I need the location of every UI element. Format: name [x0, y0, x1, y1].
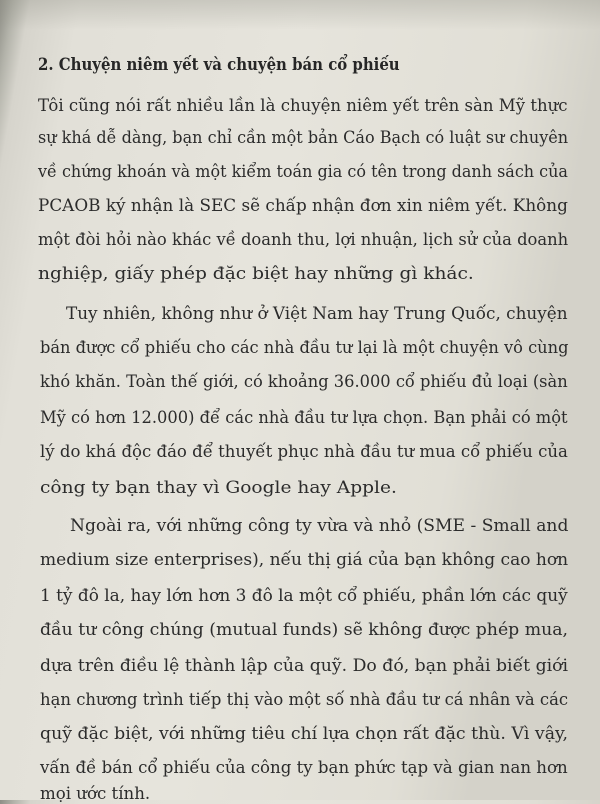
paragraph-1-line-6: nghiệp, giấy phép đặc biệt hay những gì khác.	[38, 264, 474, 283]
paragraph-2-line-2: bán được cổ phiếu cho các nhà đầu tư lại là một chuyện vô cùng	[40, 338, 569, 357]
paragraph-2-line-4: Mỹ có hơn 12.000) để các nhà đầu tư lựa chọn. Bạn phải có một	[40, 408, 568, 427]
page-shadow	[0, 0, 600, 30]
paragraph-3-line-8: vấn đề bán cổ phiếu của công ty bạn phức tạp và gian nan hơn	[40, 758, 568, 777]
paragraph-2-line-1: Tuy nhiên, không như ở Việt Nam hay Trung Quốc, chuyện	[66, 304, 568, 323]
paragraph-2-line-3: khó khăn. Toàn thế giới, có khoảng 36.000 cổ phiếu đủ loại (sàn	[40, 372, 568, 391]
paragraph-2-line-5: lý do khá độc đáo để thuyết phục nhà đầu tư mua cổ phiếu của	[40, 442, 568, 461]
paragraph-1-line-1: Tôi cũng nói rất nhiều lần là chuyện niêm yết trên sàn Mỹ thực	[38, 96, 568, 115]
paragraph-2-line-6: công ty bạn thay vì Google hay Apple.	[40, 478, 397, 497]
paragraph-3-line-2: medium size enterprises), nếu thị giá của bạn không cao hơn	[40, 550, 569, 569]
paragraph-3-line-4: đầu tư công chúng (mutual funds) sẽ không được phép mua,	[40, 620, 569, 639]
paragraph-3-line-3: 1 tỷ đô la, hay lớn hơn 3 đô la một cổ phiếu, phần lớn các quỹ	[40, 586, 568, 605]
paragraph-1-line-3: về chứng khoán và một kiểm toán gia có tên trong danh sách của	[38, 162, 568, 181]
paragraph-3-line-6: hạn chương trình tiếp thị vào một số nhà đầu tư cá nhân và các	[40, 690, 569, 709]
paragraph-1-line-5: một đòi hỏi nào khác về doanh thu, lợi nhuận, lịch sử của doanh	[38, 230, 569, 249]
paragraph-3-line-1: Ngoài ra, với những công ty vừa và nhỏ (SME - Small and	[70, 516, 569, 535]
paragraph-1-line-4: PCAOB ký nhận là SEC sẽ chấp nhận đơn xin niêm yết. Không	[38, 196, 568, 215]
paragraph-3-line-9: mọi ước tính.	[40, 784, 151, 803]
paragraph-3-line-7: quỹ đặc biệt, với những tiêu chí lựa chọn rất đặc thù. Vì vậy,	[40, 724, 569, 743]
section-heading: 2. Chuyện niêm yết và chuyện bán cổ phiếu	[38, 55, 400, 74]
paragraph-3-line-5: dựa trên điều lệ thành lập của quỹ. Do đó, bạn phải biết giới	[40, 656, 569, 675]
paragraph-1-line-2: sự khá dễ dàng, bạn chỉ cần một bản Cáo Bạch có luật sư chuyên	[38, 128, 569, 147]
